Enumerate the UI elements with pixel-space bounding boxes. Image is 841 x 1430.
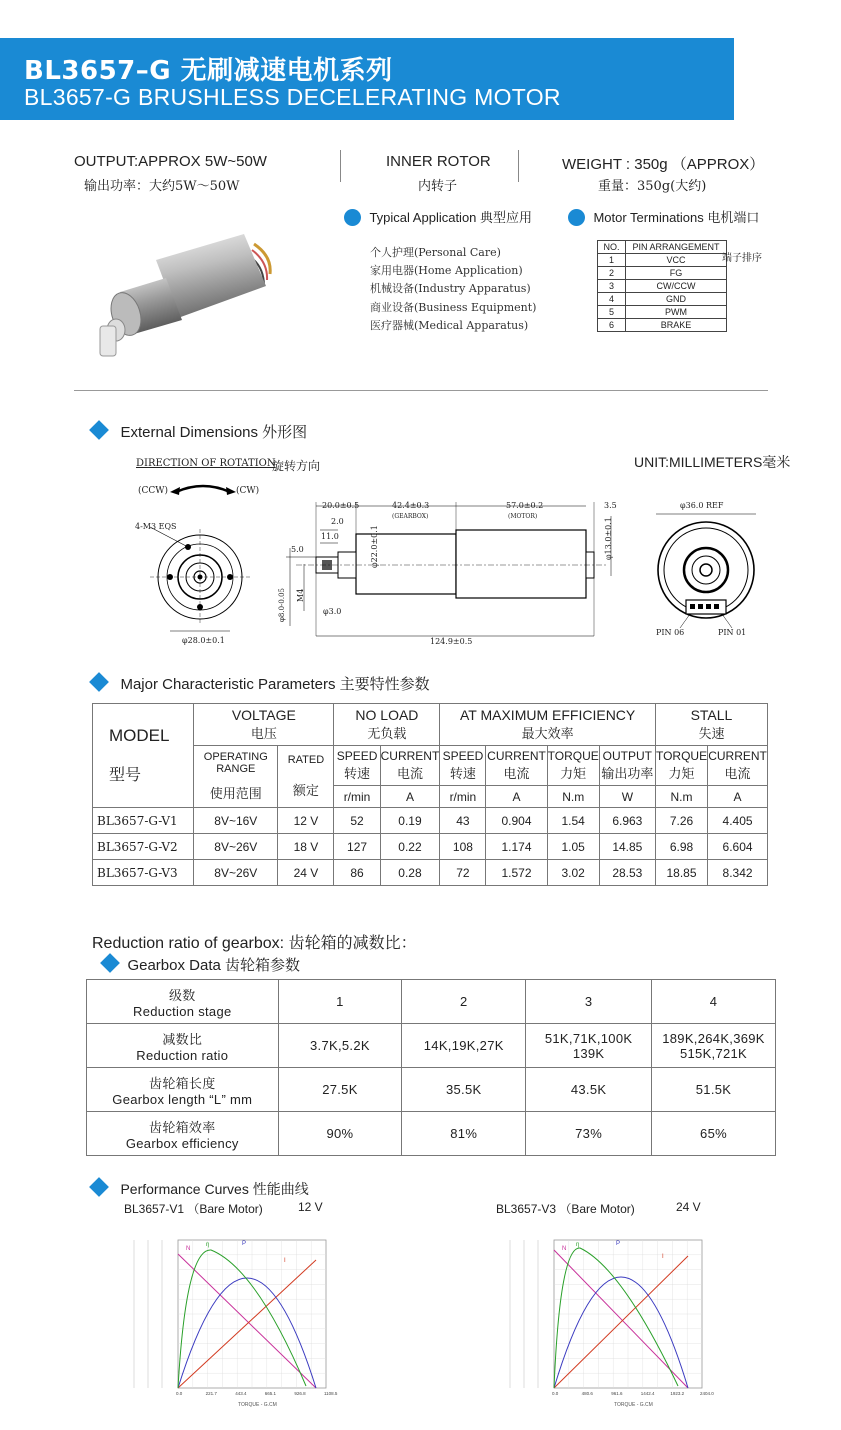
output-label-cn: 输出功率 — [601, 766, 654, 781]
dim-l424: 42.4±0.3 — [392, 501, 430, 510]
curve-label-p: P — [616, 1241, 621, 1247]
diamond-icon — [100, 953, 120, 973]
maxeff-header-cell — [440, 704, 656, 746]
x-tick-label: 443.4 — [235, 1391, 247, 1396]
dim-l5: 5.0 — [291, 545, 304, 554]
speed-header — [334, 746, 380, 786]
application-item: 个人护理(Personal Care) — [370, 246, 501, 259]
curve-label-n: N — [562, 1246, 567, 1252]
unit-label — [634, 452, 790, 472]
gearbox-title: Gearbox Data 齿轮箱参数 — [127, 957, 301, 974]
stage-label-cell — [87, 980, 279, 1024]
cell: 0.19 — [380, 808, 440, 834]
pin-no: 5 — [598, 306, 626, 319]
unit-a: A — [486, 786, 547, 808]
stall-header: STALL — [690, 707, 733, 723]
unit-nm: N.m — [547, 786, 599, 808]
cell: 108 — [440, 834, 486, 860]
cw-label: (CW) — [236, 486, 260, 496]
chart2-title: BL3657-V3 （Bare Motor) — [496, 1202, 635, 1216]
torque-header — [547, 746, 599, 786]
application-item: 家用电器(Home Application) — [370, 264, 523, 278]
cell: 1.572 — [486, 860, 547, 886]
pin-table — [597, 240, 727, 332]
cell: 86 — [334, 860, 380, 886]
efficiency-value: 90% — [278, 1112, 402, 1156]
terminations-heading — [568, 207, 759, 227]
gearbox-table — [86, 979, 776, 1156]
dim-d22: φ22.0±0.1 — [370, 525, 379, 568]
cell: 28.53 — [599, 860, 655, 886]
unit-a: A — [380, 786, 440, 808]
current-header — [380, 746, 440, 786]
cell: 8V~16V — [194, 808, 278, 834]
speed-header — [440, 746, 486, 786]
ratio-value — [526, 1024, 652, 1068]
ratio-line: 14K,19K,27K — [423, 1038, 504, 1053]
table-row — [93, 808, 768, 834]
model-header: MODEL — [109, 726, 170, 745]
divider — [340, 150, 341, 182]
x-tick-label: 2404.0 — [700, 1391, 714, 1396]
stage-label-cn: 级数 — [168, 987, 196, 1003]
title-banner — [0, 38, 734, 120]
pin-name: PWM — [626, 306, 727, 319]
ratio-value — [652, 1024, 776, 1068]
maxeff-header-cn: 最大效率 — [521, 726, 574, 741]
dim-l570: 57.0±0.2 — [506, 501, 544, 510]
length-label-cell — [87, 1068, 279, 1112]
ratio-label: Reduction ratio — [136, 1047, 229, 1063]
unit-text-cn: 毫米 — [762, 454, 791, 470]
dim-d13: φ13.0±0.1 — [604, 517, 613, 560]
unit-a: A — [708, 786, 768, 808]
operating-header-cn: 使用范围 — [209, 786, 262, 801]
side-view-drawing — [276, 496, 626, 646]
pin-name: BRAKE — [626, 319, 727, 332]
efficiency-value: 81% — [402, 1112, 526, 1156]
operating-cell — [194, 746, 278, 808]
current-label: CURRENT — [708, 749, 767, 763]
rated-cell — [278, 746, 334, 808]
current-label-cn: 电流 — [396, 766, 423, 781]
curve-label-eta: η — [576, 1242, 580, 1248]
stage-value: 4 — [652, 980, 776, 1024]
x-axis-label: TORQUE - G.CM — [238, 1402, 277, 1408]
stage-label: Reduction stage — [133, 1003, 232, 1019]
efficiency-label: Gearbox efficiency — [125, 1135, 239, 1151]
torque-header — [655, 746, 707, 786]
divider — [518, 150, 519, 182]
pin-name: FG — [626, 267, 727, 280]
pin-name: CW/CCW — [626, 280, 727, 293]
title-chinese: BL3657–G 无刷减速电机系列 — [24, 56, 393, 86]
ratio-line: 515K,721K — [679, 1045, 748, 1061]
chart1-title: BL3657-V1 （Bare Motor) — [124, 1202, 263, 1216]
weight-spec: WEIGHT : 350g （APPROX） — [562, 156, 765, 173]
pin-no: 1 — [598, 254, 626, 267]
x-tick-label: 480.6 — [581, 1391, 593, 1396]
dimensions-title: External Dimensions 外形图 — [120, 424, 308, 441]
model-name: BL3657-G-V1 — [93, 808, 194, 834]
unit-text: UNIT:MILLIMETERS — [634, 454, 763, 470]
dim-l20: 20.0±0.5 — [322, 501, 360, 510]
length-label: Gearbox length “L” mm — [112, 1091, 253, 1107]
cell: 6.98 — [655, 834, 707, 860]
stage-value: 3 — [526, 980, 652, 1024]
ratio-line: 51K,71K,100K — [544, 1030, 633, 1046]
front-view-drawing — [150, 525, 255, 640]
x-tick-label: 221.7 — [205, 1391, 217, 1396]
x-tick-label: 1108.5 — [324, 1391, 338, 1396]
pin-col-no: NO. — [598, 241, 626, 254]
stage-value: 2 — [402, 980, 526, 1024]
application-item: 医疗器械(Medical Apparatus) — [370, 318, 529, 332]
cell: 18 V — [278, 834, 334, 860]
cell: 1.05 — [547, 834, 599, 860]
direction-label: DIRECTION OF ROTATION — [136, 458, 276, 469]
pin06-label: PIN 06 — [656, 628, 685, 637]
diamond-icon — [89, 420, 109, 440]
x-tick-label: 961.6 — [611, 1391, 623, 1396]
speed-label: SPEED — [336, 749, 378, 763]
direction-label-cn: 旋转方向 — [272, 459, 321, 473]
cell: 8V~26V — [194, 834, 278, 860]
x-tick-label: 1923.2 — [670, 1391, 685, 1396]
output-spec: OUTPUT:APPROX 5W~50W — [74, 153, 267, 170]
cell: 0.22 — [380, 834, 440, 860]
dim-d8: φ8.0-0.05 — [278, 588, 286, 622]
current-header — [486, 746, 547, 786]
diamond-icon — [89, 672, 109, 692]
cell: 1.174 — [486, 834, 547, 860]
gearbox-heading: Reduction ratio of gearbox: 齿轮箱的减数比： — [92, 935, 417, 952]
current-label: CURRENT — [380, 749, 440, 763]
cell: 4.405 — [708, 808, 768, 834]
pin-name: VCC — [626, 254, 727, 267]
ratio-value — [402, 1024, 526, 1068]
speed-label-cn: 转速 — [344, 766, 371, 781]
application-title: Typical Application 典型应用 — [369, 210, 533, 225]
noload-header-cn: 无负载 — [367, 726, 407, 741]
cell: 72 — [440, 860, 486, 886]
parameters-heading — [92, 673, 430, 694]
ratio-value — [278, 1024, 402, 1068]
speed-label-cn: 转速 — [449, 766, 476, 781]
efficiency-label-cell — [87, 1112, 279, 1156]
speed-label: SPEED — [442, 749, 484, 763]
curve-label-p: P — [242, 1241, 247, 1247]
diamond-icon — [89, 1177, 109, 1197]
motor-photo — [94, 226, 276, 368]
noload-header: NO LOAD — [355, 707, 419, 723]
pin-col-arrangement: PIN ARRANGEMENT — [626, 241, 727, 254]
ccw-label: (CCW) — [138, 486, 169, 496]
curve-label-i: I — [662, 1254, 664, 1260]
ratio-label-cell — [87, 1024, 279, 1068]
parameters-table — [92, 703, 768, 886]
x-axis-label: TORQUE - G.CM — [614, 1402, 653, 1408]
cell: 8.342 — [708, 860, 768, 886]
cell: 0.904 — [486, 808, 547, 834]
performance-chart-2 — [492, 1228, 714, 1408]
section-divider — [74, 390, 768, 391]
length-value: 51.5K — [652, 1068, 776, 1112]
current-label-cn: 电流 — [503, 766, 530, 781]
weight-spec-cn: 重量：350g(大约) — [598, 179, 707, 194]
dim-motor: (MOTOR) — [508, 513, 538, 520]
cell: 127 — [334, 834, 380, 860]
dim-l1249: 124.9±0.5 — [430, 637, 473, 646]
bullet-icon — [344, 209, 361, 226]
pin01-label: PIN 01 — [718, 628, 747, 637]
cell: 7.26 — [655, 808, 707, 834]
application-item: 机械设备(Industry Apparatus) — [370, 282, 531, 296]
pin-no: 4 — [598, 293, 626, 306]
voltage-header: VOLTAGE — [231, 707, 296, 723]
rotor-spec-cn: 内转子 — [418, 179, 458, 194]
stall-header-cell — [655, 704, 767, 746]
voltage-header-cell — [194, 704, 334, 746]
cell: 6.963 — [599, 808, 655, 834]
chart1-voltage: 12 V — [298, 1200, 323, 1214]
curve-label-n: N — [186, 1246, 191, 1252]
output-header — [599, 746, 655, 786]
application-item: 商业设备(Business Equipment) — [370, 300, 537, 314]
dim-d36: φ36.0 REF — [680, 501, 724, 510]
dim-l2: 2.0 — [331, 517, 344, 526]
stall-header-cn: 失速 — [698, 726, 725, 741]
curve-label-eta: η — [206, 1242, 210, 1248]
cell: 12 V — [278, 808, 334, 834]
unit-nm: N.m — [655, 786, 707, 808]
current-label-cn: 电流 — [724, 766, 751, 781]
current-header — [708, 746, 768, 786]
model-name: BL3657-G-V3 — [93, 860, 194, 886]
maxeff-header: AT MAXIMUM EFFICIENCY — [459, 707, 636, 723]
operating-header: OPERATING RANGE — [203, 751, 268, 775]
efficiency-value: 73% — [526, 1112, 652, 1156]
rotor-spec: INNER ROTOR — [386, 153, 491, 170]
application-list — [370, 244, 536, 335]
torque-label-cn: 力矩 — [560, 766, 587, 781]
dim-gearbox: (GEARBOX) — [392, 513, 429, 520]
ratio-label-cn: 减数比 — [162, 1031, 203, 1047]
cell: 1.54 — [547, 808, 599, 834]
application-heading — [344, 207, 532, 227]
table-row — [93, 834, 768, 860]
table-row — [93, 860, 768, 886]
x-tick-label: 665.1 — [264, 1391, 277, 1396]
torque-label: TORQUE — [655, 749, 708, 763]
rated-header-cn: 额定 — [292, 783, 319, 798]
torque-label: TORQUE — [547, 749, 599, 763]
dim-d28: φ28.0±0.1 — [182, 636, 225, 645]
cell: 3.02 — [547, 860, 599, 886]
pin-name: GND — [626, 293, 727, 306]
back-view-drawing — [650, 508, 770, 628]
current-label: CURRENT — [487, 749, 546, 763]
curve-label-i: I — [284, 1258, 286, 1264]
bullet-icon — [568, 209, 585, 226]
rotation-arrow-icon — [170, 480, 236, 496]
ratio-line: 189K,264K,369K — [662, 1030, 765, 1046]
torque-label-cn: 力矩 — [668, 766, 695, 781]
ratio-line: 3.7K,5.2K — [310, 1038, 370, 1053]
model-name: BL3657-G-V2 — [93, 834, 194, 860]
unit-rmin: r/min — [440, 786, 486, 808]
ratio-line: 139K — [572, 1045, 605, 1061]
cell: 14.85 — [599, 834, 655, 860]
terminations-title: Motor Terminations 电机端口 — [593, 210, 760, 225]
x-tick-label: 0.0 — [552, 1391, 559, 1396]
length-value: 35.5K — [402, 1068, 526, 1112]
dim-m4: M4 — [296, 588, 305, 602]
cell: 0.28 — [380, 860, 440, 886]
pin-order-note: 端子排序 — [722, 253, 762, 264]
cell: 52 — [334, 808, 380, 834]
performance-heading — [92, 1179, 309, 1199]
dim-l11: 11.0 — [321, 532, 339, 541]
cell: 6.604 — [708, 834, 768, 860]
noload-header-cell — [334, 704, 440, 746]
dim-d3: φ3.0 — [323, 607, 342, 616]
cell: 43 — [440, 808, 486, 834]
pin-no: 3 — [598, 280, 626, 293]
pin-no: 2 — [598, 267, 626, 280]
length-label-cn: 齿轮箱长度 — [149, 1075, 216, 1091]
cell: 24 V — [278, 860, 334, 886]
x-tick-label: 0.0 — [176, 1391, 183, 1396]
length-value: 43.5K — [526, 1068, 652, 1112]
efficiency-value: 65% — [652, 1112, 776, 1156]
length-value: 27.5K — [278, 1068, 402, 1112]
gearbox-subheading — [103, 954, 300, 975]
output-label: OUTPUT — [602, 749, 653, 763]
x-tick-label: 926.8 — [294, 1391, 306, 1396]
unit-w: W — [599, 786, 655, 808]
x-tick-label: 1442.4 — [640, 1391, 655, 1396]
chart2-voltage: 24 V — [676, 1200, 701, 1214]
performance-chart-1 — [116, 1228, 338, 1408]
dimensions-heading — [92, 421, 307, 442]
output-spec-cn: 输出功率：大约5W～50W — [84, 179, 240, 194]
cell: 18.85 — [655, 860, 707, 886]
unit-rmin: r/min — [334, 786, 380, 808]
model-header-cell — [93, 704, 194, 808]
holes-label: 4-M3 EQS — [135, 522, 177, 531]
rated-header: RATED — [287, 754, 325, 766]
stage-value: 1 — [278, 980, 402, 1024]
efficiency-label-cn: 齿轮箱效率 — [149, 1119, 216, 1135]
voltage-header-cn: 电压 — [250, 726, 277, 741]
pin-no: 6 — [598, 319, 626, 332]
cell: 8V~26V — [194, 860, 278, 886]
performance-title: Performance Curves 性能曲线 — [120, 1181, 309, 1197]
dim-l35: 3.5 — [604, 501, 617, 510]
parameters-title: Major Characteristic Parameters 主要特性参数 — [120, 676, 430, 693]
title-english: BL3657-G BRUSHLESS DECELERATING MOTOR — [24, 84, 561, 110]
model-header-cn: 型号 — [109, 767, 142, 784]
